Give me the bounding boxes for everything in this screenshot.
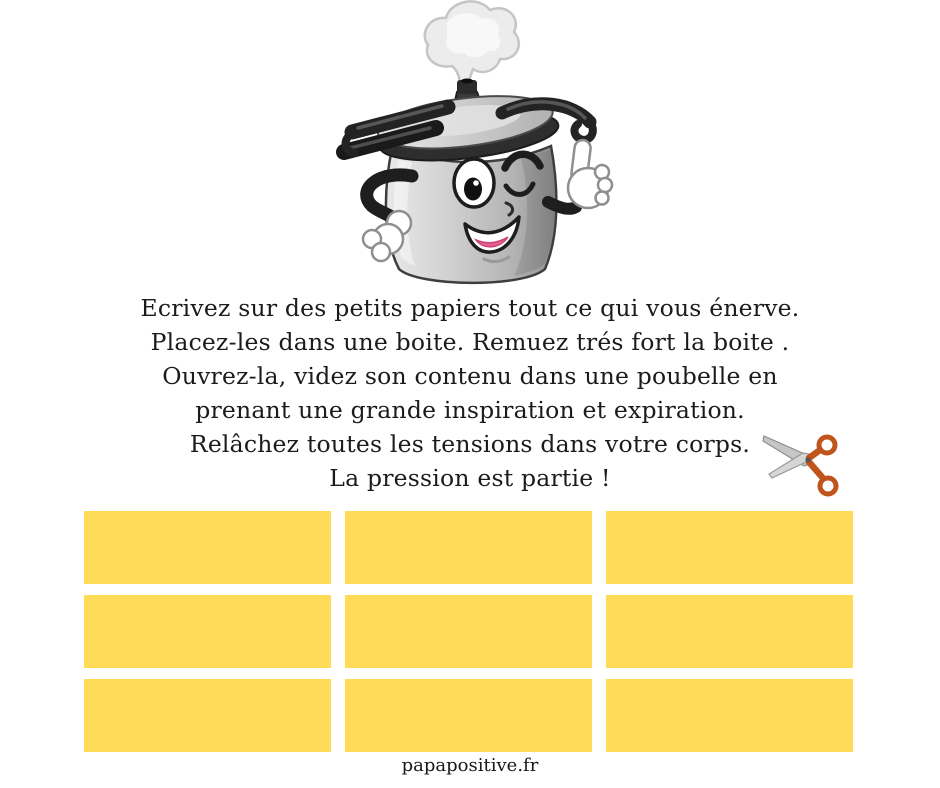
cut-slip bbox=[606, 511, 853, 584]
cut-slip bbox=[345, 511, 592, 584]
site-credit: papapositive.fr bbox=[401, 755, 539, 776]
right-arm bbox=[548, 202, 576, 209]
cut-slip bbox=[606, 595, 853, 668]
instruction-line: prenant une grande inspiration et expiration. bbox=[195, 396, 745, 424]
instruction-line: Placez-les dans une boite. Remuez trés fort la boite . bbox=[150, 328, 790, 356]
cut-slip bbox=[84, 679, 331, 752]
cut-slip bbox=[345, 679, 592, 752]
scissors-icon bbox=[760, 428, 844, 504]
cut-slip bbox=[345, 595, 592, 668]
instruction-line: La pression est partie ! bbox=[329, 464, 611, 492]
instruction-line: Ouvrez-la, videz son contenu dans une poubelle en bbox=[162, 362, 778, 390]
steam-cloud bbox=[425, 1, 519, 92]
cut-slips-grid bbox=[84, 511, 853, 752]
pressure-cooker-mascot-icon bbox=[0, 0, 940, 300]
pupil bbox=[464, 178, 482, 201]
cut-slip bbox=[606, 679, 853, 752]
cut-slip bbox=[84, 511, 331, 584]
thumbs-up-glove bbox=[568, 139, 612, 208]
instruction-line: Ecrivez sur des petits papiers tout ce qui vous énerve. bbox=[140, 294, 800, 322]
cut-slip bbox=[84, 595, 331, 668]
instruction-line: Relâchez toutes les tensions dans votre corps. bbox=[189, 430, 751, 458]
